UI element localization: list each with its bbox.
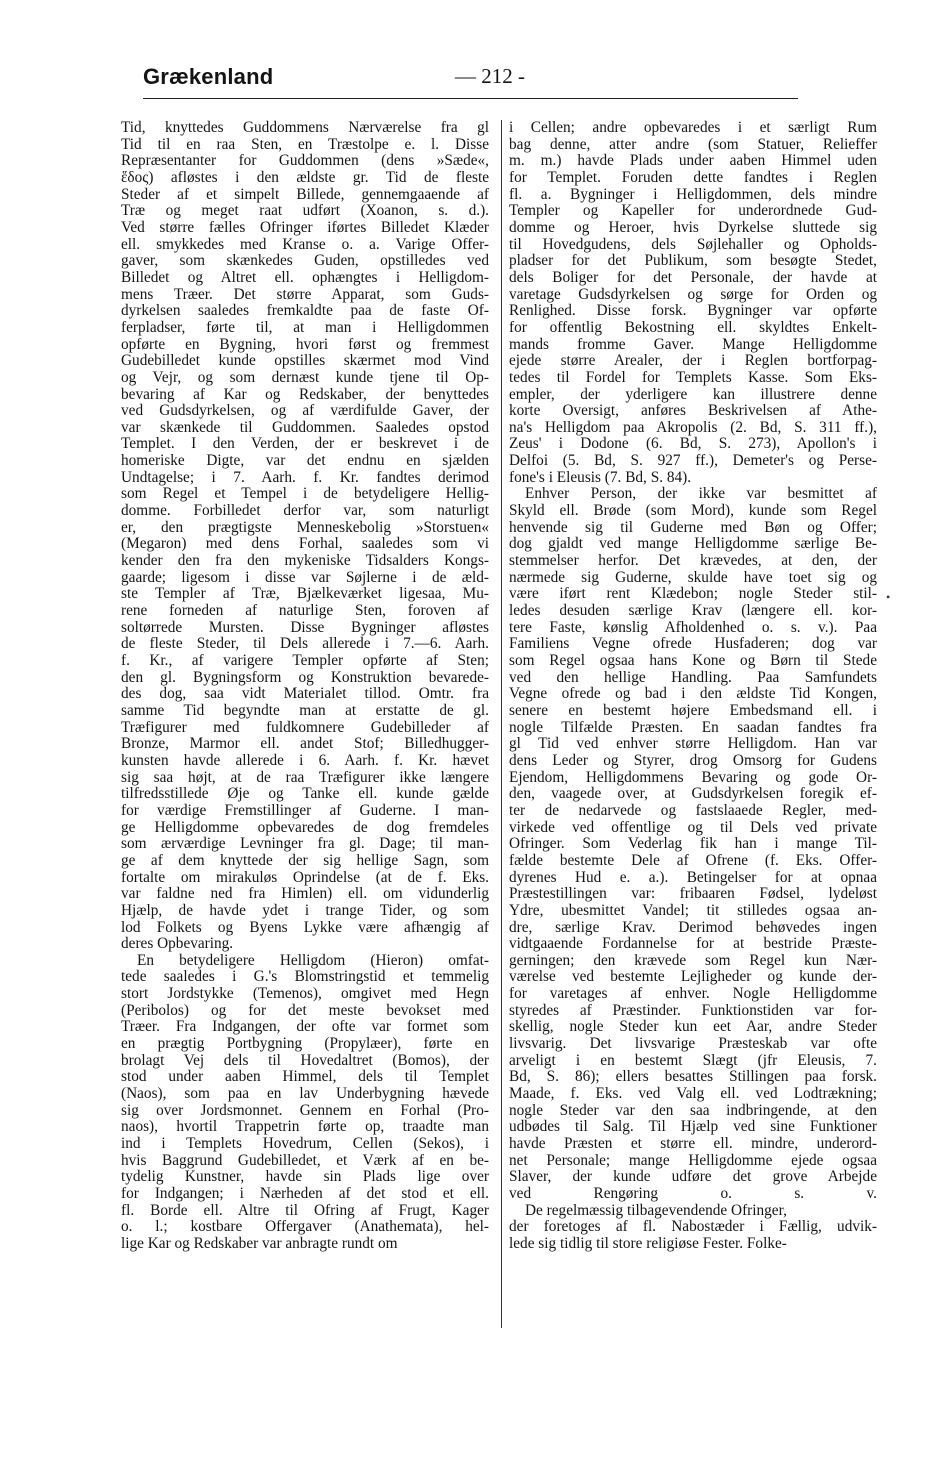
text-line: gaver, som skænkedes Guden, opstilledes ved (121, 252, 489, 270)
text-line: tede saaledes i G.'s Blomstringstid et temmelig (121, 968, 489, 986)
text-line: Undtagelse; i 7. Aarh. f. Kr. fandtes derimod (121, 468, 489, 486)
text-line: kender den fra den mykeniske Tidsalders Kongs- (121, 552, 489, 570)
text-line: Gudebilledet kunde opstilles skærmet mod Vind (121, 352, 489, 370)
text-line: for offentlig Bekostning ell. skyldtes Enkelt- (509, 318, 877, 336)
text-line: i Cellen; andre opbevaredes i et særligt Rum (509, 119, 877, 136)
text-line: kunsten havde allerede i 6. Aarh. f. Kr. hævet (121, 751, 489, 769)
text-line: Skyld ell. Brøde (som Mord), kunde som Regel (509, 502, 877, 520)
text-line: tilfredsstillede Øje og Tanke ell. kunde gælde (121, 785, 489, 803)
text-line: soltørrede Mursten. Disse Bygninger afløstes (121, 618, 489, 636)
text-line: henvende sig til Guderne med Bøn og Offer; (509, 518, 877, 536)
text-line: Repræsentanter for Guddommen (dens »Sæde«, (121, 152, 489, 170)
text-line: og Vejr, og som dernæst kunde tjene til Op- (121, 368, 489, 386)
text-line: Hjælp, de havde ydet i trange Tider, og som (121, 901, 489, 919)
text-line: (Peribolos) og for det meste bevokset med (121, 1001, 489, 1019)
text-line: Vegne ofrede og bad i den ældste Tid Kongen, (509, 685, 877, 703)
text-line: na's Helligdom paa Akropolis (2. Bd, S. 311 ff.), (509, 418, 877, 436)
text-line: Tid, knyttedes Guddommens Nærværelse fra gl (121, 119, 489, 136)
text-line: o. l.; kostbare Offergaver (Anathemata), hel- (121, 1218, 489, 1236)
text-line: skellig, nogle Steder kun eet Aar, andre Steder (509, 1018, 877, 1036)
text-line: for Indgangen; i Nærheden af det stod et ell. (121, 1185, 489, 1202)
text-line: styredes af Præstinder. Funktionstiden var for- (509, 1001, 877, 1019)
text-line: (Megaron) med dens Forhal, saaledes som vi (121, 535, 489, 553)
text-line: ledes desuden særlige Krav (længere ell. kor- (509, 602, 877, 620)
text-line: fone's i Eleusis (7. Bd, S. 84). (509, 468, 692, 486)
text-line: ge af dem knyttede der sig hellige Sagn, som (121, 851, 489, 869)
text-line: Ved større fælles Ofringer iførtes Billedet Klæder (121, 218, 489, 236)
text-line: fortalte om mirakuløs Oprindelse (at de f. Eks. (121, 868, 489, 886)
text-line: den gl. Bygningsform og Konstruktion bevarede- (121, 668, 489, 686)
text-line: Træer. Fra Indgangen, der ofte var formet som (121, 1018, 489, 1036)
text-line: (Naos), som paa en lav Underbygning hævede (121, 1085, 489, 1103)
text-line: fl. a. Bygninger i Helligdommen, dels mindre (509, 185, 877, 203)
text-line: livsvarig. Det livsvarige Præsteskab var ofte (509, 1035, 877, 1053)
text-line: Templer og Kapeller for underordnede Gud- (509, 202, 877, 220)
text-line: senere en bestemt højere Embedsmand ell. i (509, 701, 877, 719)
text-line: dels Boliger for det Personale, der havde at (509, 268, 877, 286)
text-line: tydelig Kunstner, havde sin Plads lige over (121, 1168, 489, 1186)
text-line: nogle Steder var den saa indbringende, at den (509, 1101, 877, 1119)
text-line: opførte en Bygning, hvori først og fremmest (121, 335, 489, 353)
text-line: nærmede sig Guderne, skulde have toet sig og (509, 568, 877, 586)
text-line: som Regel ogsaa hans Kone og Børn til Stede (509, 652, 877, 669)
text-line: være iført rent Klædebon; nogle Steder stil- (509, 585, 877, 603)
text-line: stemmelser herfor. Det krævedes, at den, der (509, 552, 877, 570)
text-line: havde Præsten et større ell. mindre, underord- (509, 1135, 877, 1153)
text-line: Templet. I den Verden, der er beskrevet i de (121, 435, 489, 453)
text-line: lige Kar og Redskaber var anbragte rundt om (121, 1234, 398, 1252)
text-line: net Personale; mange Helligdomme ejede ogsaa (509, 1151, 877, 1169)
text-line: lod Folkets og Byens Lykke være afhængig af (121, 918, 489, 936)
text-line: Træfigurer med fuldkomnere Gudebilleder af (121, 718, 489, 736)
text-line: der foretoges af fl. Nabostæder i Fællig, udvik- (509, 1218, 877, 1236)
text-line: samme Tid begyndte man at erstatte de gl. (121, 701, 489, 719)
text-line: korte Oversigt, anføres Beskrivelsen af Athe- (509, 402, 877, 420)
text-line: dyrenes Hud e. a.). Betingelser for at opnaa (509, 868, 877, 886)
page-header (0, 0, 928, 110)
text-line: domme og Heroer, hvis Dyrkelse sluttede sig (509, 218, 877, 236)
text-line: ferpladser, førte til, at man i Helligdommen (121, 318, 489, 336)
text-line: brolagt Vej dels til Hovedaltret (Bomos), der (121, 1051, 489, 1069)
text-line: tedes til Fordel for Templets Kasse. Som Eks- (509, 368, 877, 386)
text-line: domme. Forbilledet derfor var, som naturligt (121, 502, 489, 520)
right-column (509, 120, 877, 1253)
text-line: deres Opbevaring. (121, 935, 234, 953)
text-line: de fleste Steder, til Dels allerede i 7.—6. Aarh. (121, 635, 489, 653)
text-line: fl. Borde ell. Altre til Ofring af Frugt, Kager (121, 1201, 489, 1219)
text-line: som ærværdige Levninger fra gl. Dage; til man- (121, 835, 489, 853)
text-line: hvis Baggrund Gudebilledet, et Værk af en be- (121, 1151, 489, 1169)
text-line: pladser for det Publikum, som besøgte Stedet, (509, 252, 877, 270)
text-line: m. m.) havde Plads under aaben Himmel uden (509, 152, 877, 170)
text-line: stort Jordstykke (Temenos), omgivet med Hegn (121, 985, 489, 1003)
text-line: Bd, S. 86); ellers besattes Stillingen paa forsk. (509, 1068, 877, 1086)
text-line: ἕδος) afløstes i den ældste gr. Tid de fleste (121, 168, 489, 186)
text-line: Ofringer. Som Vederlag fik han i mange Til- (509, 835, 877, 853)
margin-mark: • (886, 590, 891, 604)
text-line: Ydre, ubesmittet Vandel; tit stilledes ogsaa an- (509, 901, 877, 919)
left-column (121, 120, 489, 1253)
text-line: som Regel et Tempel i de betydeligere Hellig- (121, 485, 489, 503)
text-line: var skænkede til Guddommen. Saaledes opstod (121, 418, 489, 436)
text-line: sig saa højt, at de raa Træfigurer ikke længere (121, 768, 489, 786)
text-line: Steder af et simpelt Billede, gennemgaaende af (121, 185, 489, 203)
text-line: En betydeligere Helligdom (Hieron) omfat- (137, 951, 489, 969)
text-line: stod under aaben Himmel, dels til Templet (121, 1068, 489, 1086)
text-line: gerningen; den krævede som Regel kun Nær- (509, 951, 877, 969)
text-line: for varetages af enhver. Nogle Helligdomme (509, 985, 877, 1003)
running-title: Grækenland (143, 64, 274, 89)
text-line: ved Gudsdyrkelsen, og af værdifulde Gaver, der (121, 402, 489, 420)
text-line: vidtgaaende Fordannelse for at bestride Præste- (509, 935, 877, 953)
text-line: en prægtig Portbygning (Propylæer), førte en (121, 1035, 489, 1053)
text-line: værelse ved bestemte Lejligheder og kunde der- (509, 968, 877, 986)
text-line: Tid til en raa Sten, en Træstolpe e. l. Disse (121, 135, 489, 153)
text-line: sig over Jordsmonnet. Gennem en Forhal (Pro- (121, 1101, 489, 1119)
text-line: naos), hvortil Trappetrin førte op, traadte man (121, 1118, 489, 1136)
text-line: Delfoi (5. Bd, S. 927 ff.), Demeter's og Perse- (509, 452, 877, 470)
text-line: dre, særlige Krav. Derimod behøvedes ingen (509, 918, 877, 936)
text-line: Enhver Person, der ikke var besmittet af (525, 485, 877, 503)
text-line: udbødes til Salg. Til Hjælp ved sine Funktioner (509, 1118, 877, 1136)
text-line: mens Træer. Det større Apparat, som Guds- (121, 285, 489, 303)
text-line: ejede større Arealer, der i Reglen bortforpag- (509, 352, 877, 370)
text-line: ell. smykkedes med Kranse o. a. Varige Offer- (121, 235, 489, 253)
text-line: Billedet og Altret ell. ophængtes i Helligdom- (121, 268, 489, 286)
text-line: empler, der yderligere kan illustrere denne (509, 385, 877, 403)
text-line: Slaver, der kunde udføre det grove Arbejde (509, 1168, 877, 1186)
text-line: arveligt i en bestemt Slægt (jfr Eleusis, 7. (509, 1051, 877, 1069)
text-line: varetage Gudsdyrkelsen og sørge for Orden og (509, 285, 877, 303)
text-line: dyrkelsen saaledes fremkaldte paa de faste Of- (121, 302, 489, 320)
text-line: Familiens Vegne ofrede Husfaderen; dog var (509, 635, 877, 653)
text-line: des dog, saa vidt Materialet tillod. Omtr. fra (121, 685, 489, 703)
text-line: Bronze, Marmor ell. andet Stof; Billedhugger- (121, 735, 489, 753)
text-line: fælde bestemte Dele af Ofrene (f. Eks. Offer- (509, 851, 877, 869)
text-line: ved den hellige Handling. Paa Samfundets (509, 668, 877, 686)
text-line: nogle Tilfælde Præsten. En saadan fandtes fra (509, 718, 877, 736)
text-line: ste Templer af Træ, Bjælkeværket ligesaa, Mu- (121, 585, 489, 603)
column-divider (501, 120, 502, 1328)
text-line: ter de nedarvede og fastslaaede Regler, med- (509, 801, 877, 819)
text-line: for Templet. Foruden dette fandtes i Reglen (509, 168, 877, 186)
text-line: den, vaagede over, at Gudsdyrkelsen foregik ef- (509, 785, 877, 803)
page-number: — 212 - (455, 64, 525, 88)
header-rule (143, 98, 798, 99)
text-line: tere Faste, kønslig Afholdenhed o. s. v.). Paa (509, 618, 877, 636)
text-line: Renlighed. Disse forsk. Bygninger var opførte (509, 302, 877, 320)
text-line: virkede ved offentlige og til Dels ved private (509, 818, 877, 836)
text-line: ge Helligdomme opbevaredes de dog fremdeles (121, 818, 489, 836)
text-line: dog gjaldt ved mange Helligdomme særlige Be- (509, 535, 877, 553)
text-line: homeriske Digte, var det endnu en sjælden (121, 452, 489, 470)
text-line: lede sig tidlig til store religiøse Fester. Folke- (509, 1234, 787, 1252)
text-line: f. Kr., af varigere Templer opførte af Sten; (121, 652, 489, 669)
text-line: ind i Templets Hovedrum, Cellen (Sekos), i (121, 1135, 489, 1153)
text-line: bevaring af Kar og Redskaber, der benyttedes (121, 385, 489, 403)
text-line: Zeus' i Dodone (6. Bd, S. 273), Apollon's i (509, 435, 877, 453)
text-line: Maade, f. Eks. ved Valg ell. ved Lodtrækning; (509, 1085, 877, 1103)
text-line: bag denne, atter andre (som Statuer, Relieffer (509, 135, 877, 153)
text-line: gaarde; ligesom i disse var Søjlerne i de æld- (121, 568, 489, 586)
text-line: Ejendom, Helligdommens Bevaring og gode Or- (509, 768, 877, 786)
text-line: Træ og meget raat udført (Xoanon, s. d.). (121, 202, 489, 220)
text-line: for værdige Fremstillinger af Guderne. I man- (121, 801, 489, 819)
text-line: De regelmæssig tilbagevendende Ofringer, (525, 1201, 787, 1219)
text-line: mands fromme Gaver. Mange Helligdomme (509, 335, 877, 353)
text-line: til Hovedgudens, dels Søjlehaller og Opholds- (509, 235, 877, 253)
text-line: ved Rengøring o. s. v. (509, 1185, 877, 1202)
text-line: dens Leder og Styrer, drog Omsorg for Gudens (509, 751, 877, 769)
text-line: gl Tid ved enhver større Helligdom. Han var (509, 735, 877, 753)
text-line: rene forneden af naturlige Sten, foroven af (121, 602, 489, 620)
text-line: var faldne ned fra Himlen) ell. om vidunderlig (121, 885, 489, 903)
text-line: Præstestillingen var: fribaaren Fødsel, lydeløst (509, 885, 877, 903)
text-line: er, den prægtigste Menneskebolig »Storstuen« (121, 518, 489, 536)
